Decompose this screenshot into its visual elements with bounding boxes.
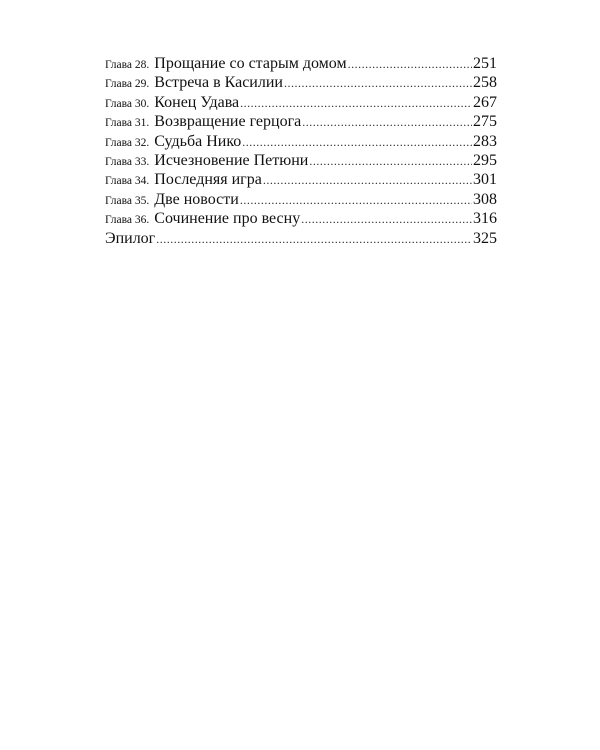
dot-leader: [348, 55, 472, 74]
toc-entry-chapter-32: [105, 132, 497, 151]
chapter-title: Прощание со старым домом: [154, 55, 347, 72]
chapter-number: Глава 32.: [105, 136, 150, 149]
chapter-title: Конец Удава: [154, 93, 240, 111]
chapter-title: Возвращение герцога: [154, 113, 302, 131]
toc-entry-chapter-31: [105, 112, 497, 131]
toc-entry-chapter-34: [105, 170, 497, 189]
toc-entry-chapter-30: [105, 93, 497, 112]
page-number: 251: [473, 55, 497, 72]
dot-leader: [302, 113, 472, 132]
epilogue-title: Эпилог: [105, 229, 156, 247]
dot-leader: [240, 191, 472, 210]
table-of-contents: [105, 54, 497, 248]
dot-leader: [242, 133, 472, 152]
toc-entry-chapter-33: [105, 151, 497, 170]
dot-leader: [263, 171, 472, 190]
page-number: 316: [473, 210, 497, 228]
toc-entry-chapter-36: [105, 209, 497, 228]
chapter-number: Глава 36.: [105, 214, 150, 227]
dot-leader: [301, 210, 472, 229]
chapter-title: Последняя игра: [154, 171, 262, 189]
page-number: 295: [473, 151, 497, 169]
toc-entry-chapter-29: [105, 73, 497, 92]
toc-entry-chapter-28: [105, 54, 497, 73]
page-number: 301: [473, 171, 497, 189]
page-number: 267: [473, 93, 497, 111]
chapter-number: Глава 35.: [105, 194, 150, 207]
chapter-title: Судьба Нико: [154, 132, 242, 150]
chapter-number: Глава 29.: [105, 78, 150, 91]
dot-leader: [284, 74, 472, 93]
chapter-number: Глава 28.: [105, 59, 150, 71]
chapter-number: Глава 34.: [105, 175, 150, 188]
dot-leader: [240, 94, 472, 113]
page-number: 258: [473, 74, 497, 92]
page-number: 325: [473, 229, 497, 247]
chapter-title: Исчезновение Петюни: [154, 151, 309, 169]
toc-entry-chapter-35: [105, 190, 497, 209]
toc-entry-epilogue: [105, 229, 497, 248]
chapter-number: Глава 31.: [105, 117, 150, 130]
dot-leader: [156, 230, 472, 249]
page-number: 275: [473, 113, 497, 131]
page-number: 283: [473, 132, 497, 150]
chapter-title: Встреча в Касилии: [154, 74, 283, 92]
chapter-title: Две новости: [154, 190, 239, 208]
chapter-number: Глава 30.: [105, 97, 150, 110]
chapter-title: Сочинение про весну: [154, 210, 301, 228]
dot-leader: [309, 152, 472, 171]
page-number: 308: [473, 190, 497, 208]
chapter-number: Глава 33.: [105, 155, 150, 168]
